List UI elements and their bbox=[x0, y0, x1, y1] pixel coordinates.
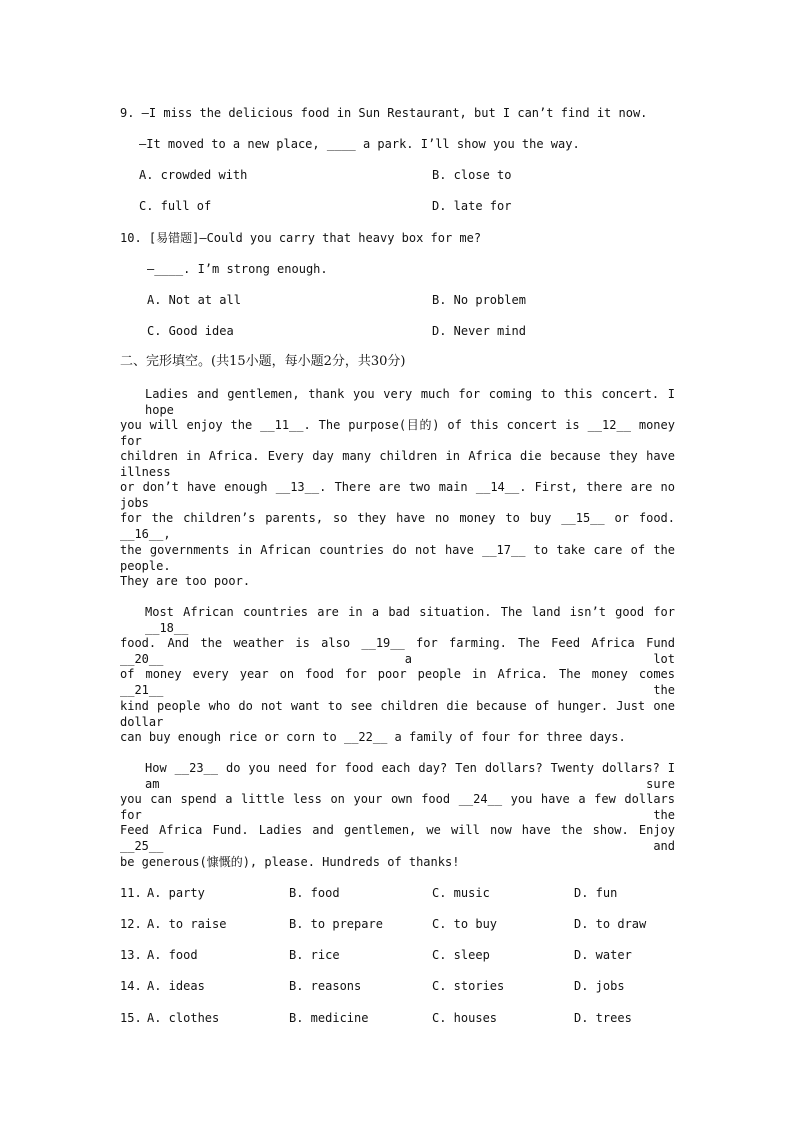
answer-option-c: C. houses bbox=[432, 1011, 498, 1025]
passage-line: of money every year on food for poor people in Africa. The money comes __21__ the bbox=[120, 667, 675, 697]
q10-option-d: D. Never mind bbox=[432, 324, 526, 338]
passage-line: or don’t have enough __13__. There are two main __14__. First, there are no jobs bbox=[120, 480, 675, 510]
passage-line: Ladies and gentlemen, thank you very much for coming to this concert. I hope bbox=[145, 387, 675, 417]
passage-line: Feed Africa Fund. Ladies and gentlemen, we will now have the show. Enjoy __25__ and bbox=[120, 823, 675, 853]
answer-option-b: B. medicine bbox=[289, 1011, 369, 1025]
answer-number: 12. bbox=[120, 917, 142, 931]
passage-line: children in Africa. Every day many children in Africa die because they have illness bbox=[120, 449, 675, 479]
passage-line: food. And the weather is also __19__ for farming. The Feed Africa Fund __20__ a lot bbox=[120, 636, 675, 666]
q9-reply: —It moved to a new place, ____ a park. I’ll show you the way. bbox=[139, 137, 580, 151]
q10-option-c: C. Good idea bbox=[147, 324, 234, 338]
answer-option-a: A. food bbox=[147, 948, 198, 962]
answer-option-d: D. trees bbox=[574, 1011, 632, 1025]
q9-option-d: D. late for bbox=[432, 199, 512, 213]
answer-option-a: A. ideas bbox=[147, 979, 205, 993]
answer-option-d: D. fun bbox=[574, 886, 618, 900]
q9-option-c: C. full of bbox=[139, 199, 212, 213]
answer-option-b: B. rice bbox=[289, 948, 340, 962]
passage-line: How __23__ do you need for food each day? Ten dollars? Twenty dollars? I am sure bbox=[145, 761, 675, 791]
passage-line: for the children’s parents, so they have no money to buy __15__ or food. __16__, bbox=[120, 511, 675, 541]
answer-option-b: B. reasons bbox=[289, 979, 362, 993]
answer-number: 13. bbox=[120, 948, 142, 962]
q10-reply: —____. I’m strong enough. bbox=[147, 262, 328, 276]
passage-line: Most African countries are in a bad situation. The land isn’t good for __18__ bbox=[145, 605, 675, 635]
answer-option-a: A. to raise bbox=[147, 917, 227, 931]
answer-number: 11. bbox=[120, 886, 142, 900]
q10-option-a: A. Not at all bbox=[147, 293, 241, 307]
passage-line: kind people who do not want to see children die because of hunger. Just one dollar bbox=[120, 699, 675, 729]
answer-option-a: A. clothes bbox=[147, 1011, 220, 1025]
answer-option-b: B. to prepare bbox=[289, 917, 383, 931]
passage-line: you can spend a little less on your own food __24__ you have a few dollars for the bbox=[120, 792, 675, 822]
passage-line: be generous(慷慨的), please. Hundreds of thanks! bbox=[120, 855, 460, 869]
answer-option-a: A. party bbox=[147, 886, 205, 900]
answer-option-d: D. jobs bbox=[574, 979, 625, 993]
q9-stem: 9. —I miss the delicious food in Sun Restaurant, but I can’t find it now. bbox=[120, 106, 648, 120]
answer-number: 15. bbox=[120, 1011, 142, 1025]
answer-option-d: D. to draw bbox=[574, 917, 647, 931]
passage-line: you will enjoy the __11__. The purpose(目的) of this concert is __12__ money for bbox=[120, 418, 675, 448]
passage-line: They are too poor. bbox=[120, 574, 251, 588]
passage-line: can buy enough rice or corn to __22__ a family of four for three days. bbox=[120, 730, 626, 744]
q10-stem: 10. [易错题]—Could you carry that heavy box for me? bbox=[120, 231, 482, 245]
passage-line: the governments in African countries do not have __17__ to take care of the people. bbox=[120, 543, 675, 573]
q9-option-b: B. close to bbox=[432, 168, 512, 182]
section-title: 二、完形填空。(共15小题，每小题2分，共30分) bbox=[120, 354, 406, 369]
answer-number: 14. bbox=[120, 979, 142, 993]
answer-option-d: D. water bbox=[574, 948, 632, 962]
q9-option-a: A. crowded with bbox=[139, 168, 248, 182]
answer-option-c: C. to buy bbox=[432, 917, 498, 931]
answer-option-c: C. sleep bbox=[432, 948, 490, 962]
answer-option-c: C. stories bbox=[432, 979, 505, 993]
answer-option-b: B. food bbox=[289, 886, 340, 900]
q10-option-b: B. No problem bbox=[432, 293, 526, 307]
answer-option-c: C. music bbox=[432, 886, 490, 900]
